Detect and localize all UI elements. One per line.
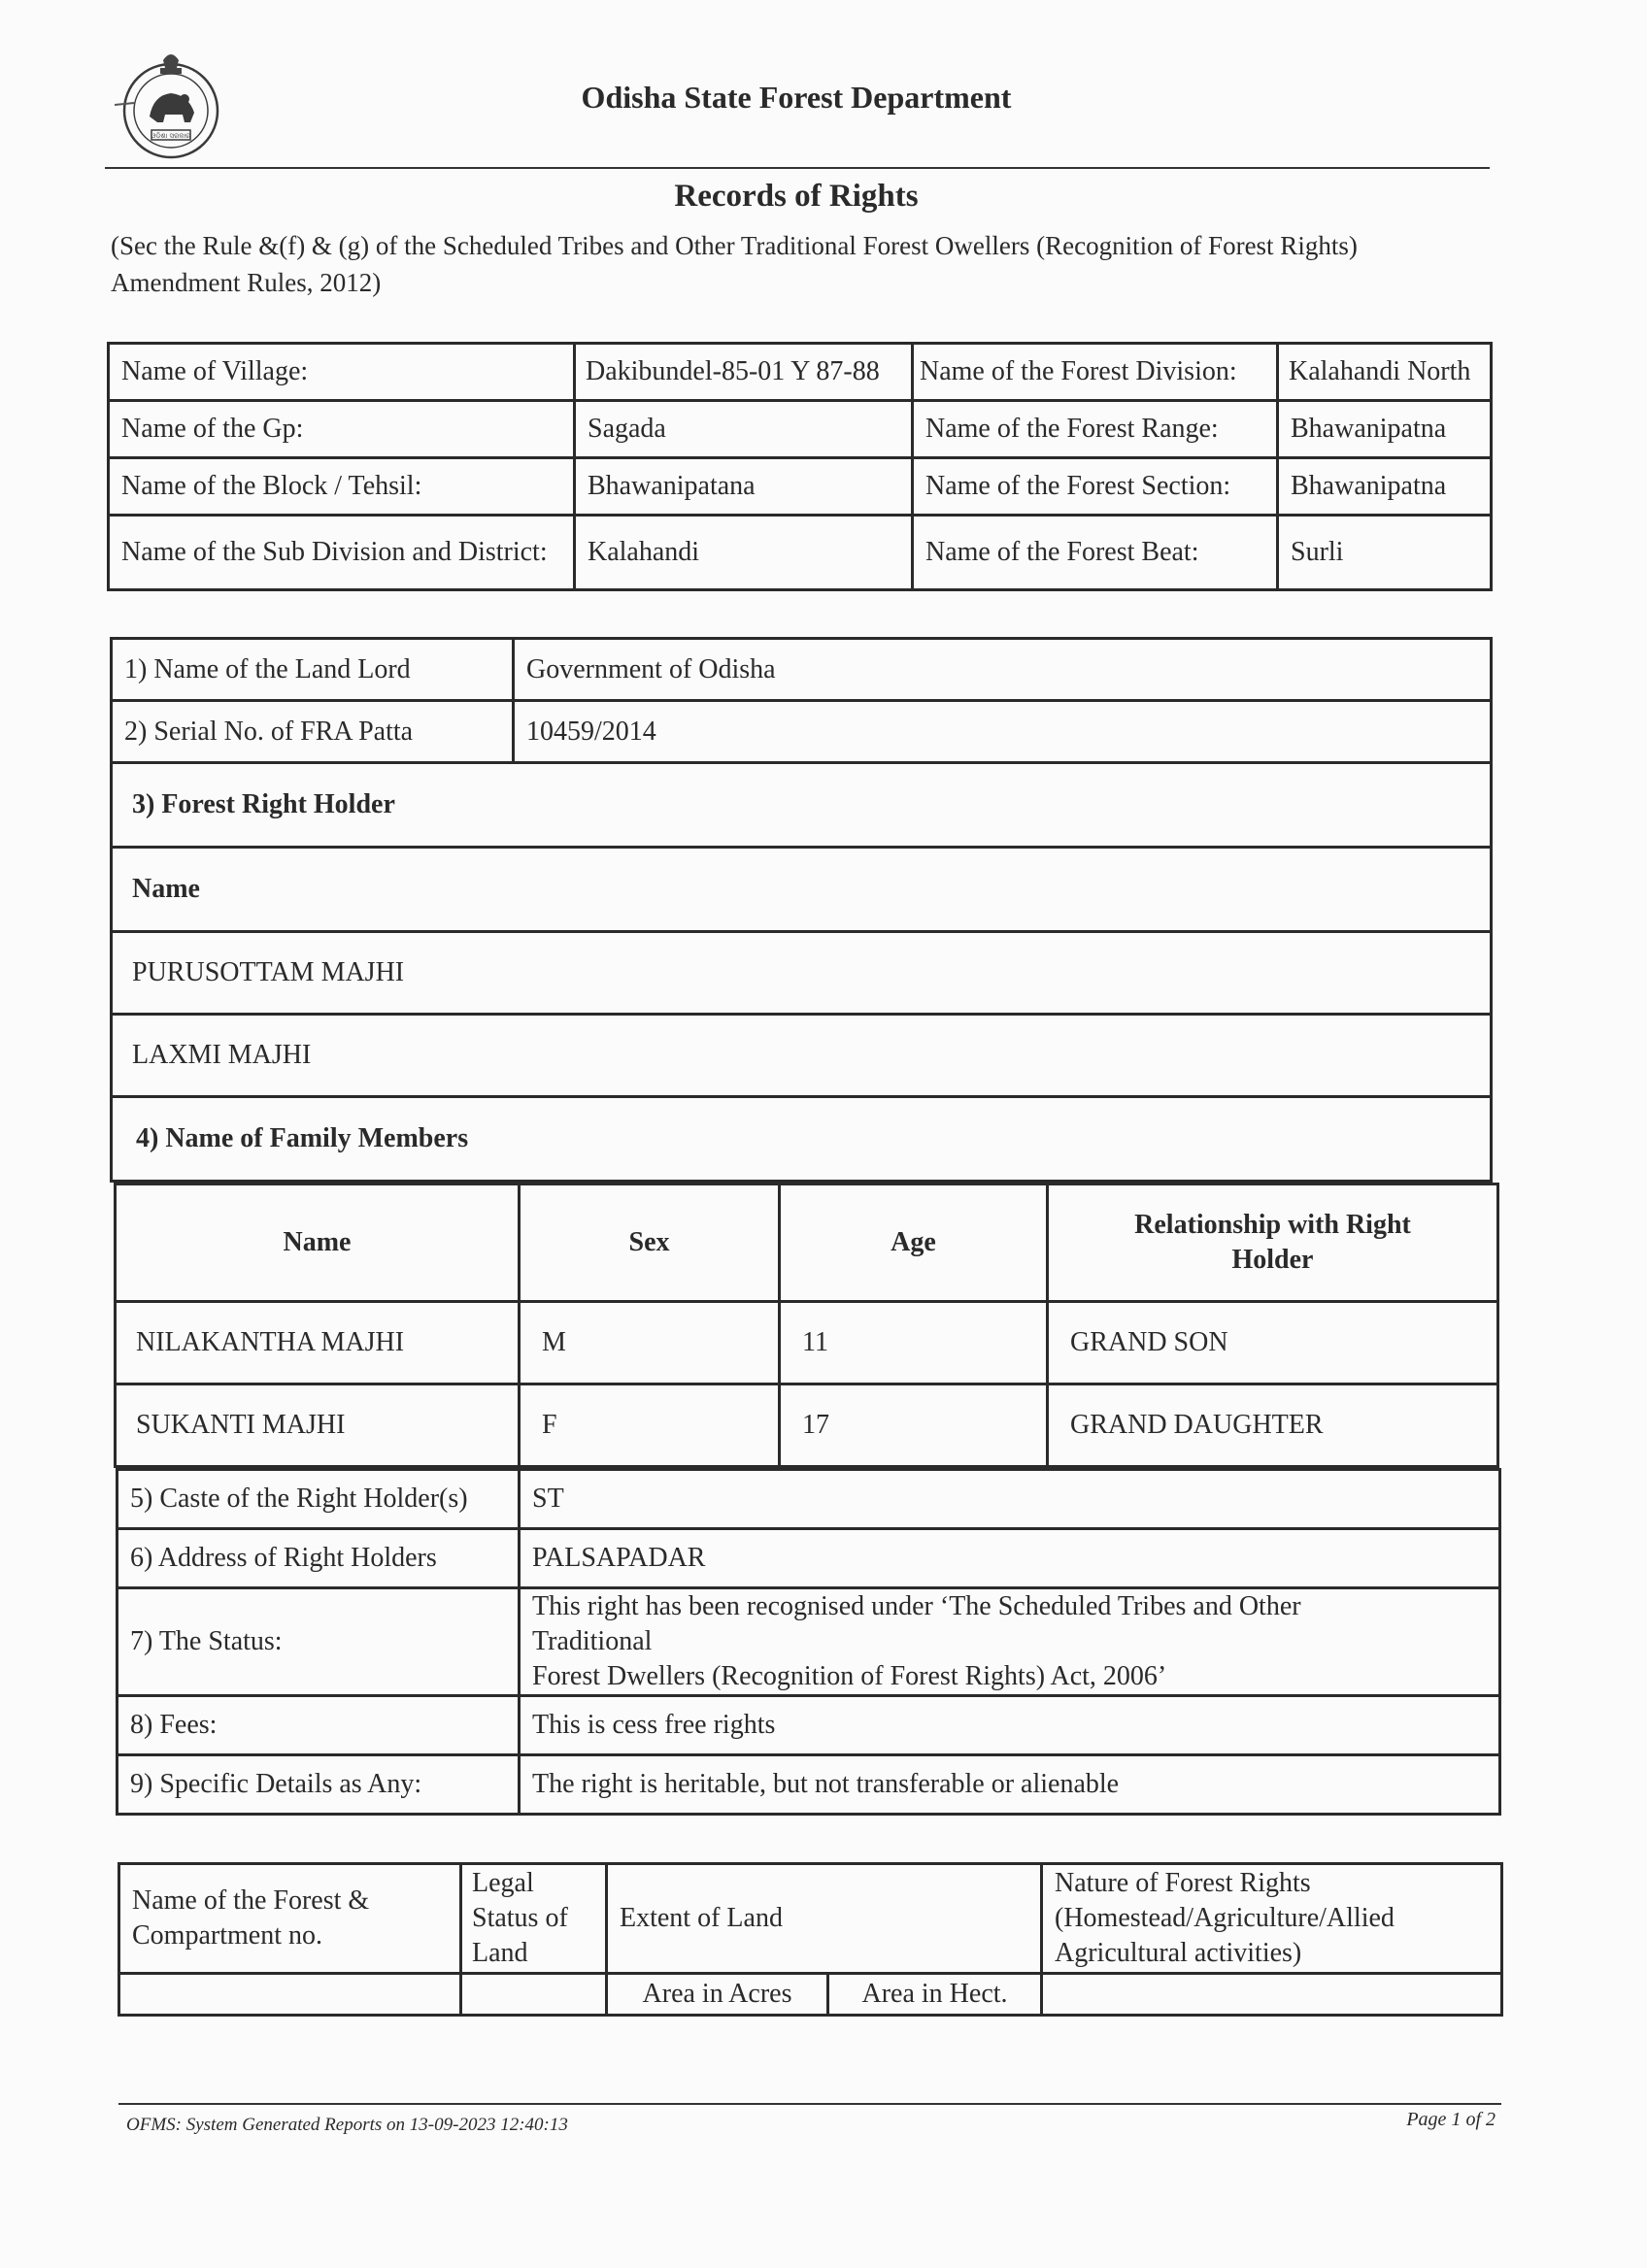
member-name: SUKANTI MAJHI bbox=[116, 1384, 520, 1467]
area-hect-header: Area in Hect. bbox=[828, 1974, 1042, 2016]
member-sex: F bbox=[520, 1384, 780, 1467]
rules-note: (Sec the Rule &(f) & (g) of the Scheduled Tribes and Other Traditional Forest Owellers (Recognition of Forest Rights) Amendment Rules, 2012) bbox=[111, 231, 1358, 297]
table-row bbox=[119, 1974, 1502, 2016]
table-row bbox=[112, 701, 1492, 763]
forest-range-label: Name of the Forest Range: bbox=[913, 401, 1278, 458]
caste-value: ST bbox=[520, 1470, 1500, 1529]
caste-label: 5) Caste of the Right Holder(s) bbox=[118, 1470, 520, 1529]
member-age: 11 bbox=[780, 1302, 1048, 1384]
table-row bbox=[118, 1588, 1500, 1696]
forest-division-value: Kalahandi North bbox=[1278, 344, 1492, 401]
table-row bbox=[112, 1097, 1492, 1182]
forest-compartment-header: Name of the Forest & Compartment no. bbox=[119, 1864, 461, 1974]
village-value: Dakibundel-85-01 Y 87-88 bbox=[575, 344, 913, 401]
table-row bbox=[118, 1755, 1500, 1815]
forest-beat-label: Name of the Forest Beat: bbox=[913, 516, 1278, 590]
status-line: Forest Dwellers (Recognition of Forest Rights) Act, 2006’ bbox=[532, 1661, 1167, 1691]
fra-patta-serial-value: 10459/2014 bbox=[514, 701, 1492, 763]
forest-section-label: Name of the Forest Section: bbox=[913, 458, 1278, 516]
document-title: Records of Rights bbox=[674, 179, 919, 214]
additional-details-table bbox=[116, 1468, 1501, 1816]
details-table bbox=[110, 637, 1493, 1183]
forest-beat-value: Surli bbox=[1278, 516, 1492, 590]
area-acres-header: Area in Acres bbox=[607, 1974, 828, 2016]
holder-name: LAXMI MAJHI bbox=[112, 1015, 1492, 1097]
odisha-state-emblem-icon bbox=[115, 47, 227, 163]
land-lord-value: Government of Odisha bbox=[514, 639, 1492, 701]
table-row bbox=[118, 1470, 1500, 1529]
forest-section-value: Bhawanipatna bbox=[1278, 458, 1492, 516]
sub-division-value: Kalahandi bbox=[575, 516, 913, 590]
extent-of-land-header: Extent of Land bbox=[607, 1864, 1042, 1974]
fees-label: 8) Fees: bbox=[118, 1696, 520, 1755]
sub-division-label: Name of the Sub Division and District: bbox=[109, 516, 575, 590]
department-title: Odisha State Forest Department bbox=[581, 80, 1012, 115]
family-members-heading: 4) Name of Family Members bbox=[112, 1097, 1492, 1182]
footer-divider bbox=[118, 2103, 1501, 2105]
address-label: 6) Address of Right Holders bbox=[118, 1529, 520, 1588]
table-header-row bbox=[119, 1864, 1502, 1974]
table-row bbox=[109, 458, 1492, 516]
status-line: This right has been recognised under ‘The Scheduled Tribes and Other bbox=[532, 1591, 1301, 1621]
status-line: Traditional bbox=[532, 1626, 653, 1656]
nature-of-rights-header: Nature of Forest Rights (Homestead/Agriculture/Allied Agricultural activities) bbox=[1042, 1864, 1502, 1974]
table-row bbox=[112, 763, 1492, 848]
member-sex: M bbox=[520, 1302, 780, 1384]
page-number: Page 1 of 2 bbox=[1406, 2109, 1496, 2130]
forest-range-value: Bhawanipatna bbox=[1278, 401, 1492, 458]
member-age: 17 bbox=[780, 1384, 1048, 1467]
nature-of-rights-cell bbox=[1042, 1974, 1502, 2016]
table-row bbox=[109, 516, 1492, 590]
table-row bbox=[112, 639, 1492, 701]
column-header-relationship: Relationship with Right Holder bbox=[1048, 1184, 1498, 1302]
gp-label: Name of the Gp: bbox=[109, 401, 575, 458]
column-header-age: Age bbox=[780, 1184, 1048, 1302]
forest-compartment-cell bbox=[119, 1974, 461, 2016]
table-row bbox=[112, 932, 1492, 1015]
table-row bbox=[118, 1529, 1500, 1588]
family-members-table bbox=[114, 1183, 1499, 1468]
land-lord-label: 1) Name of the Land Lord bbox=[112, 639, 514, 701]
specific-details-value: The right is heritable, but not transferable or alienable bbox=[520, 1755, 1500, 1815]
holder-name: PURUSOTTAM MAJHI bbox=[112, 932, 1492, 1015]
emblem-motto: ଓଡ଼ିଶା ସରକାର bbox=[151, 132, 191, 140]
member-relationship: GRAND DAUGHTER bbox=[1048, 1384, 1498, 1467]
table-row bbox=[112, 848, 1492, 932]
column-header-name: Name bbox=[116, 1184, 520, 1302]
table-row bbox=[109, 344, 1492, 401]
status-value bbox=[520, 1588, 1500, 1696]
member-name: NILAKANTHA MAJHI bbox=[116, 1302, 520, 1384]
fees-value: This is cess free rights bbox=[520, 1696, 1500, 1755]
village-label: Name of Village: bbox=[109, 344, 575, 401]
table-row bbox=[109, 401, 1492, 458]
holder-name-heading: Name bbox=[112, 848, 1492, 932]
generated-timestamp: OFMS: System Generated Reports on 13-09-2023 12:40:13 bbox=[126, 2115, 568, 2135]
gp-value: Sagada bbox=[575, 401, 913, 458]
address-value: PALSAPADAR bbox=[520, 1529, 1500, 1588]
table-row bbox=[112, 1015, 1492, 1097]
table-header-row bbox=[116, 1184, 1498, 1302]
legal-status-header: Legal Status of Land bbox=[461, 1864, 607, 1974]
forest-right-holder-heading: 3) Forest Right Holder bbox=[112, 763, 1492, 848]
forest-division-label: Name of the Forest Division: bbox=[913, 344, 1278, 401]
table-row bbox=[118, 1696, 1500, 1755]
fra-patta-serial-label: 2) Serial No. of FRA Patta bbox=[112, 701, 514, 763]
land-table bbox=[118, 1862, 1503, 2017]
table-row bbox=[116, 1302, 1498, 1384]
block-value: Bhawanipatana bbox=[575, 458, 913, 516]
header-divider bbox=[105, 167, 1490, 169]
member-relationship: GRAND SON bbox=[1048, 1302, 1498, 1384]
status-label: 7) The Status: bbox=[118, 1588, 520, 1696]
legal-status-cell bbox=[461, 1974, 607, 2016]
table-row bbox=[116, 1384, 1498, 1467]
column-header-sex: Sex bbox=[520, 1184, 780, 1302]
specific-details-label: 9) Specific Details as Any: bbox=[118, 1755, 520, 1815]
block-label: Name of the Block / Tehsil: bbox=[109, 458, 575, 516]
location-table bbox=[107, 342, 1493, 591]
